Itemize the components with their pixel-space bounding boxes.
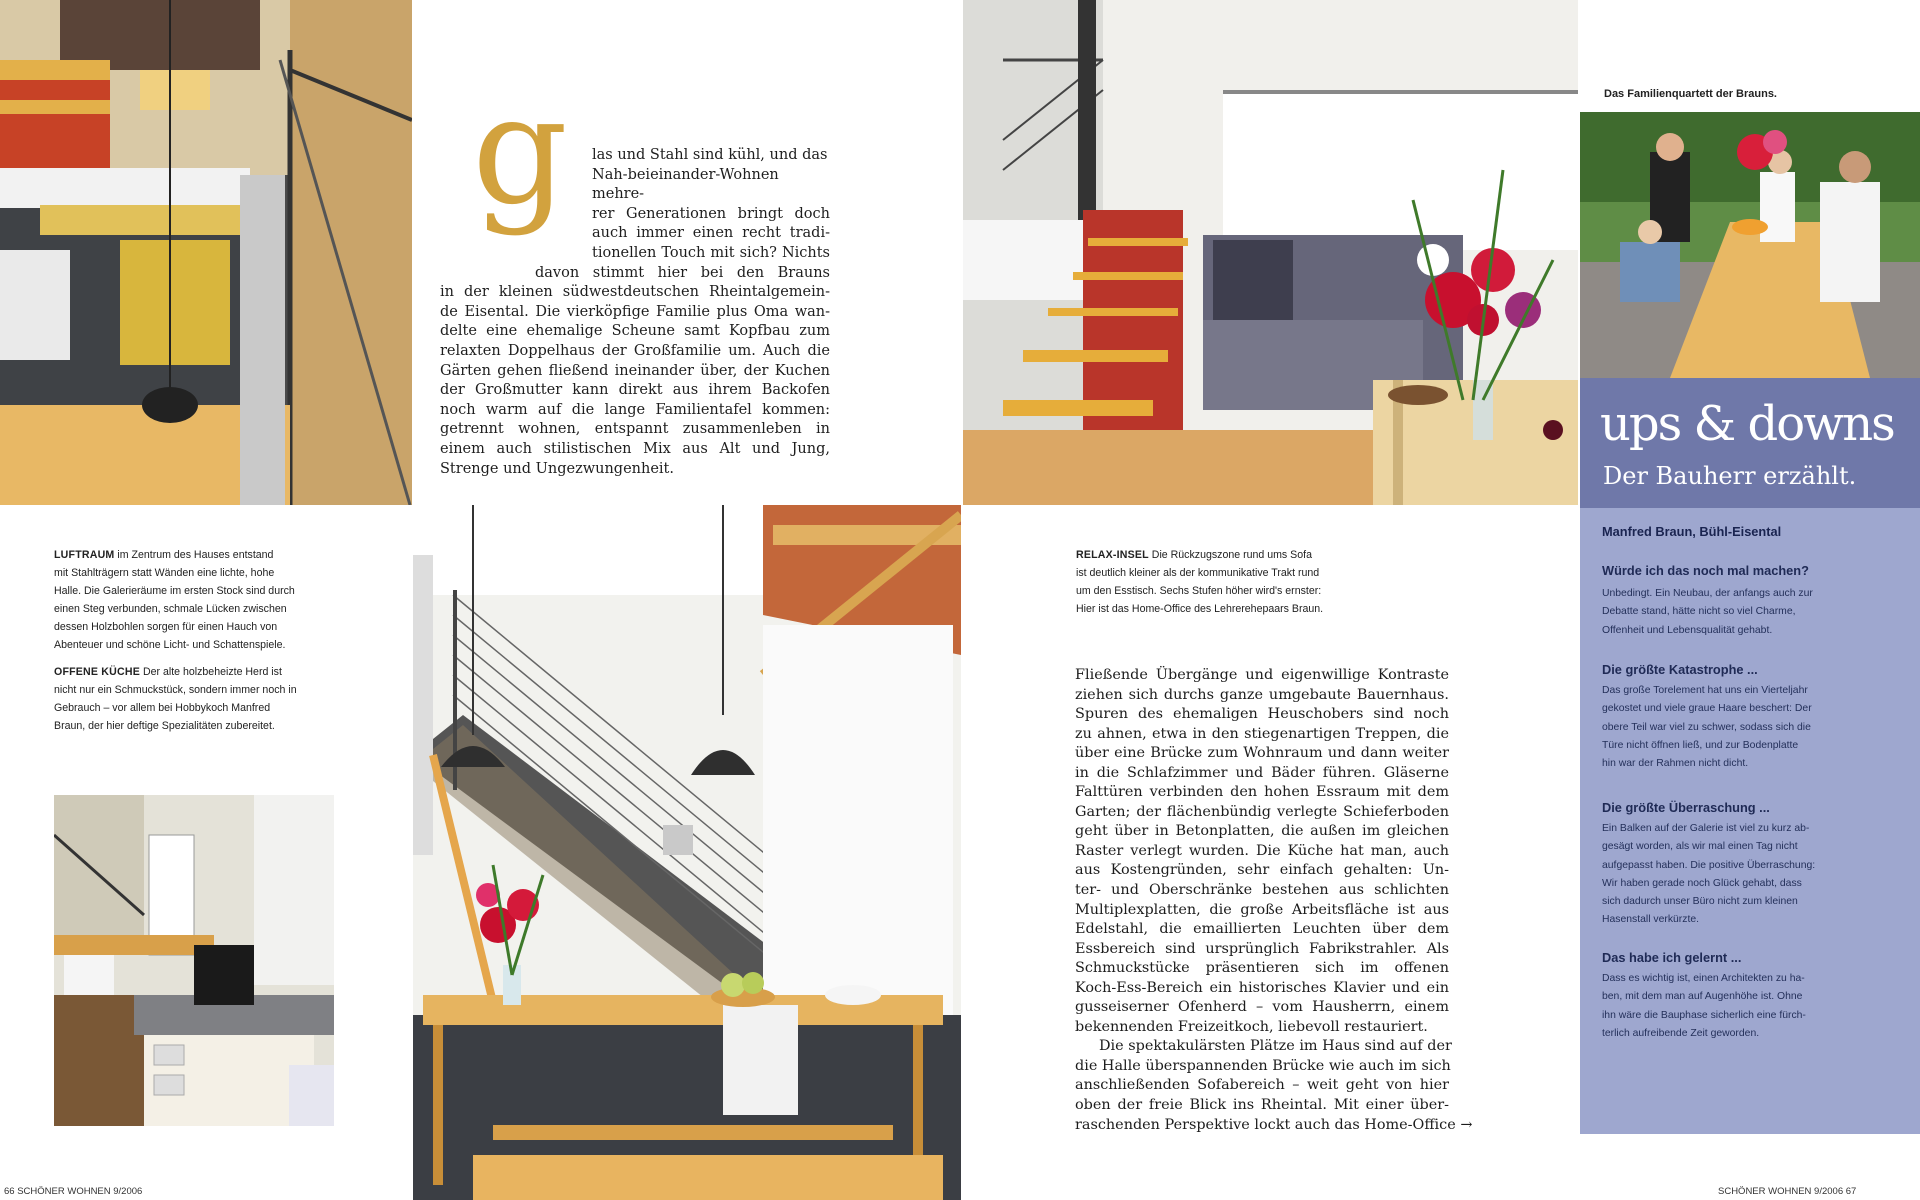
intro-line: delte eine ehemalige Scheune samt Kopfbau zum [440, 323, 830, 340]
body-line: bekennenden Freizeitkoch, liebevoll restauriert. [1075, 1018, 1428, 1035]
answer-line: Offenheit und Lebensqualität gehabt. [1602, 624, 1773, 636]
body-line: ter- und Oberschränke bestehen aus schlichten [1075, 882, 1449, 899]
body-line: Raster verlegt wurden. Die Küche hat man, auch [1075, 842, 1449, 859]
intro-line: noch warm auf die lange Familientafel kommen: [440, 401, 830, 418]
body-line: Spuren des ehemaligen Heuschobers sind noch [1075, 706, 1449, 723]
intro-line: der Großmutter kann direkt aus ihrem Backofen [440, 382, 830, 399]
caption-line: einen Steg verbunden, schmale Lücken zwischen [54, 603, 287, 615]
caption-line: um den Esstisch. Sechs Stufen höher wird's ernster: [1076, 585, 1322, 597]
sidebar-answer [1602, 820, 1867, 930]
caption-kueche [54, 663, 374, 735]
intro-line: davon stimmt hier bei den Brauns [535, 264, 830, 281]
caption-luftraum [54, 546, 374, 654]
folio-left: 66 SCHÖNER WOHNEN 9/2006 [4, 1186, 143, 1197]
body-line: ziehen sich durchs ganze umgebaute Bauernhaus. [1075, 686, 1449, 703]
caption-line: Hier ist das Home-Office des Lehrerehepaars Braun. [1076, 603, 1324, 615]
caption-line: im Zentrum des Hauses entstand [117, 549, 274, 561]
photo-relax-insel [963, 0, 1578, 505]
body-line: aus Kostengründen, sehr einfach gehalten: Un- [1075, 862, 1449, 879]
caption-line: Der alte holzbeheizte Herd ist [142, 666, 282, 678]
answer-line: hin war der Rahmen nicht dicht. [1602, 758, 1749, 770]
body-line: Die spektakulärsten Plätze im Haus sind auf der [1099, 1038, 1452, 1055]
body-line: Falttüren verbinden den hohen Essraum mit dem [1075, 784, 1449, 801]
answer-line: Wir haben gerade noch Glück gehabt, dass [1602, 877, 1802, 889]
caption-head: RELAX-INSEL [1076, 549, 1149, 561]
answer-line: sich dadurch unser Büro nicht zum kleinen [1602, 896, 1798, 908]
intro-line: de Eisental. Die vierköpfige Familie plus Oma wan- [440, 303, 830, 320]
intro-line: relaxten Doppelhaus der Großfamilie um. Auch die [440, 342, 830, 359]
intro-line: las und Stahl sind kühl, und das [592, 147, 828, 163]
answer-line: Debatte stand, hätte nicht so viel Charme, [1602, 606, 1796, 618]
caption-line: mit Stahlträgern statt Wänden eine lichte, hohe [54, 567, 275, 579]
intro-paragraph [440, 146, 830, 479]
caption-head: OFFENE KÜCHE [54, 666, 140, 678]
sidebar-question: Das habe ich gelernt ... [1602, 950, 1742, 965]
body-line: raschenden Perspektive lockt auch das Home-Office → [1075, 1116, 1473, 1133]
body-text [1075, 666, 1473, 1135]
intro-line: in der kleinen südwestdeutschen Rheintalgemein- [440, 284, 830, 301]
body-line: die Halle überspannenden Brücke wie auch im sich [1075, 1057, 1451, 1074]
photo-familie [1580, 112, 1920, 378]
photo-kueche [54, 795, 334, 1126]
body-line: Edelstahl, die emaillierten Leuchten über dem [1075, 921, 1449, 938]
answer-line: ben, mit dem man auf Augenhöhe ist. Ohne [1602, 991, 1803, 1003]
answer-line: Hasenstall verkürzte. [1602, 914, 1700, 926]
photo-caption-familie: Das Familienquartett der Brauns. [1604, 88, 1777, 100]
body-line: Koch-Ess-Bereich ein historisches Klavier und ein [1075, 979, 1449, 996]
body-line: zu ahnen, etwa in den stiegenartigen Treppen, die [1075, 725, 1449, 742]
caption-head: LUFTRAUM [54, 549, 115, 561]
intro-line: tionellen Touch mit sich? Nichts [592, 244, 830, 261]
intro-line: Nah-beieinander-Wohnen mehre- [592, 166, 779, 203]
answer-line: terlich aufreibende Zeit geworden. [1602, 1027, 1760, 1039]
caption-line: Die Rückzugszone rund ums Sofa [1151, 549, 1312, 561]
intro-line: auch immer einen recht tradi- [592, 225, 830, 242]
body-line: Multiplexplatten, die große Arbeitsfläche ist aus [1075, 901, 1449, 918]
body-line: gusseiserner Ofenherd – vom Hausherrn, einem [1075, 999, 1449, 1016]
body-line: Schmuckstücke präsentieren sich im offenen [1075, 960, 1449, 977]
body-line: Garten; der flächenbündig verlegte Schieferboden [1075, 803, 1449, 820]
answer-line: Das große Torelement hat uns ein Vierteljahr [1602, 685, 1808, 696]
answer-line: Unbedingt. Ein Neubau, der anfangs auch zur [1602, 588, 1813, 599]
sidebar-question: Die größte Katastrophe ... [1602, 662, 1758, 677]
caption-relax-insel [1076, 546, 1436, 618]
intro-line: Gärten gehen fließend ineinander über, der Kuchen [440, 362, 830, 379]
caption-line: Gebrauch – vor allem bei Hobbykoch Manfred [54, 702, 271, 714]
answer-line: gesägt worden, als wir mal einen Tag nicht [1602, 841, 1798, 853]
sidebar-answer [1602, 682, 1867, 773]
body-line: in die Schlafzimmer und Bäder führen. Gläserne [1075, 764, 1449, 781]
sidebar-question: Die größte Überraschung ... [1602, 800, 1770, 815]
intro-line: rer Generationen bringt doch [592, 205, 830, 222]
sidebar-answer [1602, 585, 1867, 640]
caption-line: dessen Holzbohlen sorgen für einen Hauch von [54, 621, 278, 633]
body-line: Fließende Übergänge und eigenwillige Kontraste [1075, 667, 1449, 683]
sidebar-question: Würde ich das noch mal machen? [1602, 563, 1809, 578]
body-line: geht über in Betonplatten, die außen im gleichen [1075, 823, 1449, 840]
answer-line: gekostet und viele graue Haare beschert: Der [1602, 703, 1812, 715]
sidebar-author: Manfred Braun, Bühl-Eisental [1602, 524, 1782, 539]
caption-line: Halle. Die Galerieräume im ersten Stock sind durch [54, 585, 295, 597]
sidebar-answer [1602, 970, 1867, 1043]
body-line: anschließenden Sofabereich – weit geht von hier [1075, 1077, 1449, 1094]
answer-line: Dass es wichtig ist, einen Architekten zu ha- [1602, 973, 1805, 984]
intro-line: einem auch stilistischen Mix aus Alt und Jung, [440, 440, 830, 457]
sidebar-subtitle: Der Bauherr erzählt. [1603, 462, 1857, 490]
photo-essbereich [413, 505, 961, 1200]
sidebar-title: ups & downs [1600, 396, 1894, 452]
answer-line: obere Teil war viel zu schwer, sodass sich die [1602, 721, 1811, 733]
photo-luftraum [0, 0, 412, 505]
answer-line: Ein Balken auf der Galerie ist viel zu kurz ab- [1602, 823, 1810, 834]
body-line: Essbereich sind ursprünglich Fabrikstrahler. Als [1075, 940, 1449, 957]
answer-line: aufgepasst haben. Die positive Überraschung: [1602, 859, 1816, 871]
body-line: oben der freie Blick ins Rheintal. Mit einer über- [1075, 1097, 1449, 1114]
answer-line: Türe nicht öffnen ließ, und zur Bodenplatte [1602, 739, 1799, 751]
intro-line: Strenge und Ungezwungenheit. [440, 460, 674, 477]
caption-line: nicht nur ein Schmuckstück, sondern immer noch in [54, 684, 297, 696]
caption-line: ist deutlich kleiner als der kommunikative Trakt rund [1076, 567, 1320, 579]
body-line: über eine Brücke zum Wohnraum und dann weiter [1075, 745, 1449, 762]
folio-right: SCHÖNER WOHNEN 9/2006 67 [1718, 1186, 1857, 1197]
caption-line: Braun, der hier deftige Spezialitäten zubereitet. [54, 720, 275, 732]
drop-cap: g [472, 64, 569, 238]
answer-line: ihn wäre die Bauphase sicherlich eine fürch- [1602, 1009, 1806, 1021]
caption-line: Abenteuer und schöne Licht- und Schattenspiele. [54, 639, 286, 651]
intro-line: getrennt wohnen, entspannt zusammenleben in [440, 421, 830, 438]
